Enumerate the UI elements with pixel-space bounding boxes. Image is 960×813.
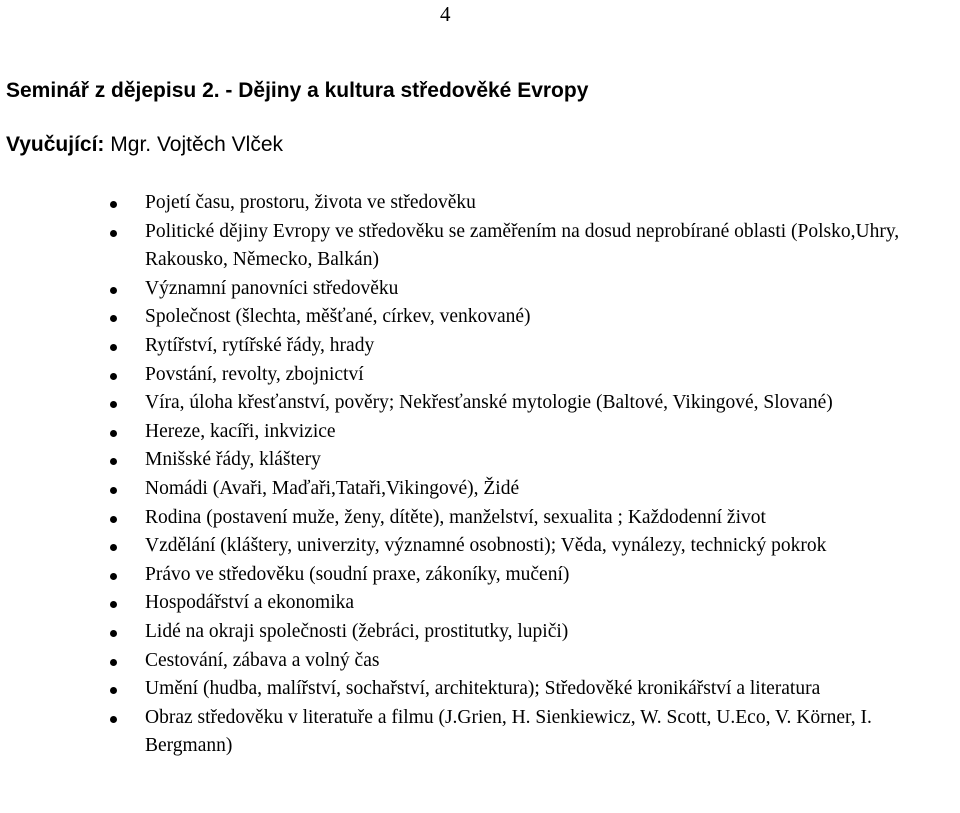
topic-text: Právo ve středověku (soudní praxe, zákoníky, mučení) bbox=[145, 563, 570, 585]
list-item bbox=[0, 446, 960, 475]
bullet-icon bbox=[110, 687, 117, 694]
page-number: 4 bbox=[440, 2, 451, 26]
bullet-icon bbox=[110, 401, 117, 408]
bullet-icon bbox=[110, 315, 117, 322]
bullet-icon bbox=[110, 344, 117, 351]
bullet-icon bbox=[110, 716, 117, 723]
bullet-icon bbox=[110, 573, 117, 580]
topic-text: Rodina (postavení muže, ženy, dítěte), manželství, sexualita ; Každodenní život bbox=[145, 506, 766, 528]
topic-text: Vzdělání (kláštery, univerzity, významné osobnosti); Věda, vynálezy, technický pokrok bbox=[145, 535, 827, 557]
topic-text: Hereze, kacíři, inkvizice bbox=[145, 420, 336, 442]
topic-text: Rytířství, rytířské řády, hrady bbox=[145, 334, 375, 356]
topic-text: Lidé na okraji společnosti (žebráci, prostitutky, lupiči) bbox=[145, 620, 569, 642]
topic-text: Povstání, revolty, zbojnictví bbox=[145, 363, 364, 385]
topic-text: Mnišské řády, kláštery bbox=[145, 449, 321, 471]
list-item bbox=[0, 189, 960, 218]
topic-text: Nomádi (Avaři, Maďaři,Tataři,Vikingové), Židé bbox=[145, 477, 520, 499]
bullet-icon bbox=[110, 201, 117, 208]
bullet-icon bbox=[110, 430, 117, 437]
list-item bbox=[0, 532, 960, 561]
list-item bbox=[0, 275, 960, 304]
list-item bbox=[0, 389, 960, 418]
bullet-icon bbox=[110, 373, 117, 380]
list-item bbox=[0, 418, 960, 447]
bullet-icon bbox=[110, 458, 117, 465]
course-title: Seminář z dějepisu 2. - Dějiny a kultura středověké Evropy bbox=[6, 79, 589, 102]
list-item bbox=[0, 675, 960, 704]
topic-text: Politické dějiny Evropy ve středověku se zaměřením na dosud neprobírané oblasti (Polsko,Uhry, Rakousko, Německo, Balkán) bbox=[145, 220, 900, 271]
list-item bbox=[0, 303, 960, 332]
teacher-name: Mgr. Vojtěch Vlček bbox=[110, 133, 284, 156]
topic-text: Významní panovníci středověku bbox=[145, 277, 399, 299]
topic-text: Cestování, zábava a volný čas bbox=[145, 649, 380, 671]
topic-text: Společnost (šlechta, měšťané, církev, venkované) bbox=[145, 306, 531, 328]
list-item bbox=[0, 561, 960, 590]
topic-text: Hospodářství a ekonomika bbox=[145, 592, 355, 614]
bullet-icon bbox=[110, 487, 117, 494]
bullet-icon bbox=[110, 230, 117, 237]
list-item bbox=[0, 618, 960, 647]
topic-text: Obraz středověku v literatuře a filmu (J.Grien, H. Sienkiewicz, W. Scott, U.Eco, V. Körner, I. Bergmann) bbox=[145, 706, 872, 757]
bullet-icon bbox=[110, 601, 117, 608]
teacher-line bbox=[6, 133, 283, 157]
bullet-icon bbox=[110, 544, 117, 551]
list-item bbox=[0, 218, 960, 275]
topic-text: Pojetí času, prostoru, života ve středověku bbox=[145, 192, 476, 213]
list-item bbox=[0, 647, 960, 676]
bullet-icon bbox=[110, 287, 117, 294]
list-item bbox=[0, 332, 960, 361]
list-item bbox=[0, 704, 960, 761]
topic-text: Víra, úloha křesťanství, pověry; Nekřesťanské mytologie (Baltové, Vikingové, Slované) bbox=[145, 392, 833, 414]
bullet-icon bbox=[110, 516, 117, 523]
list-item bbox=[0, 589, 960, 618]
topic-list bbox=[0, 189, 960, 761]
bullet-icon bbox=[110, 630, 117, 637]
topic-text: Umění (hudba, malířství, sochařství, architektura); Středověké kronikářství a literatura bbox=[145, 678, 821, 700]
teacher-label: Vyučující: bbox=[6, 133, 105, 156]
list-item bbox=[0, 504, 960, 533]
list-item bbox=[0, 361, 960, 390]
bullet-icon bbox=[110, 659, 117, 666]
list-item bbox=[0, 475, 960, 504]
